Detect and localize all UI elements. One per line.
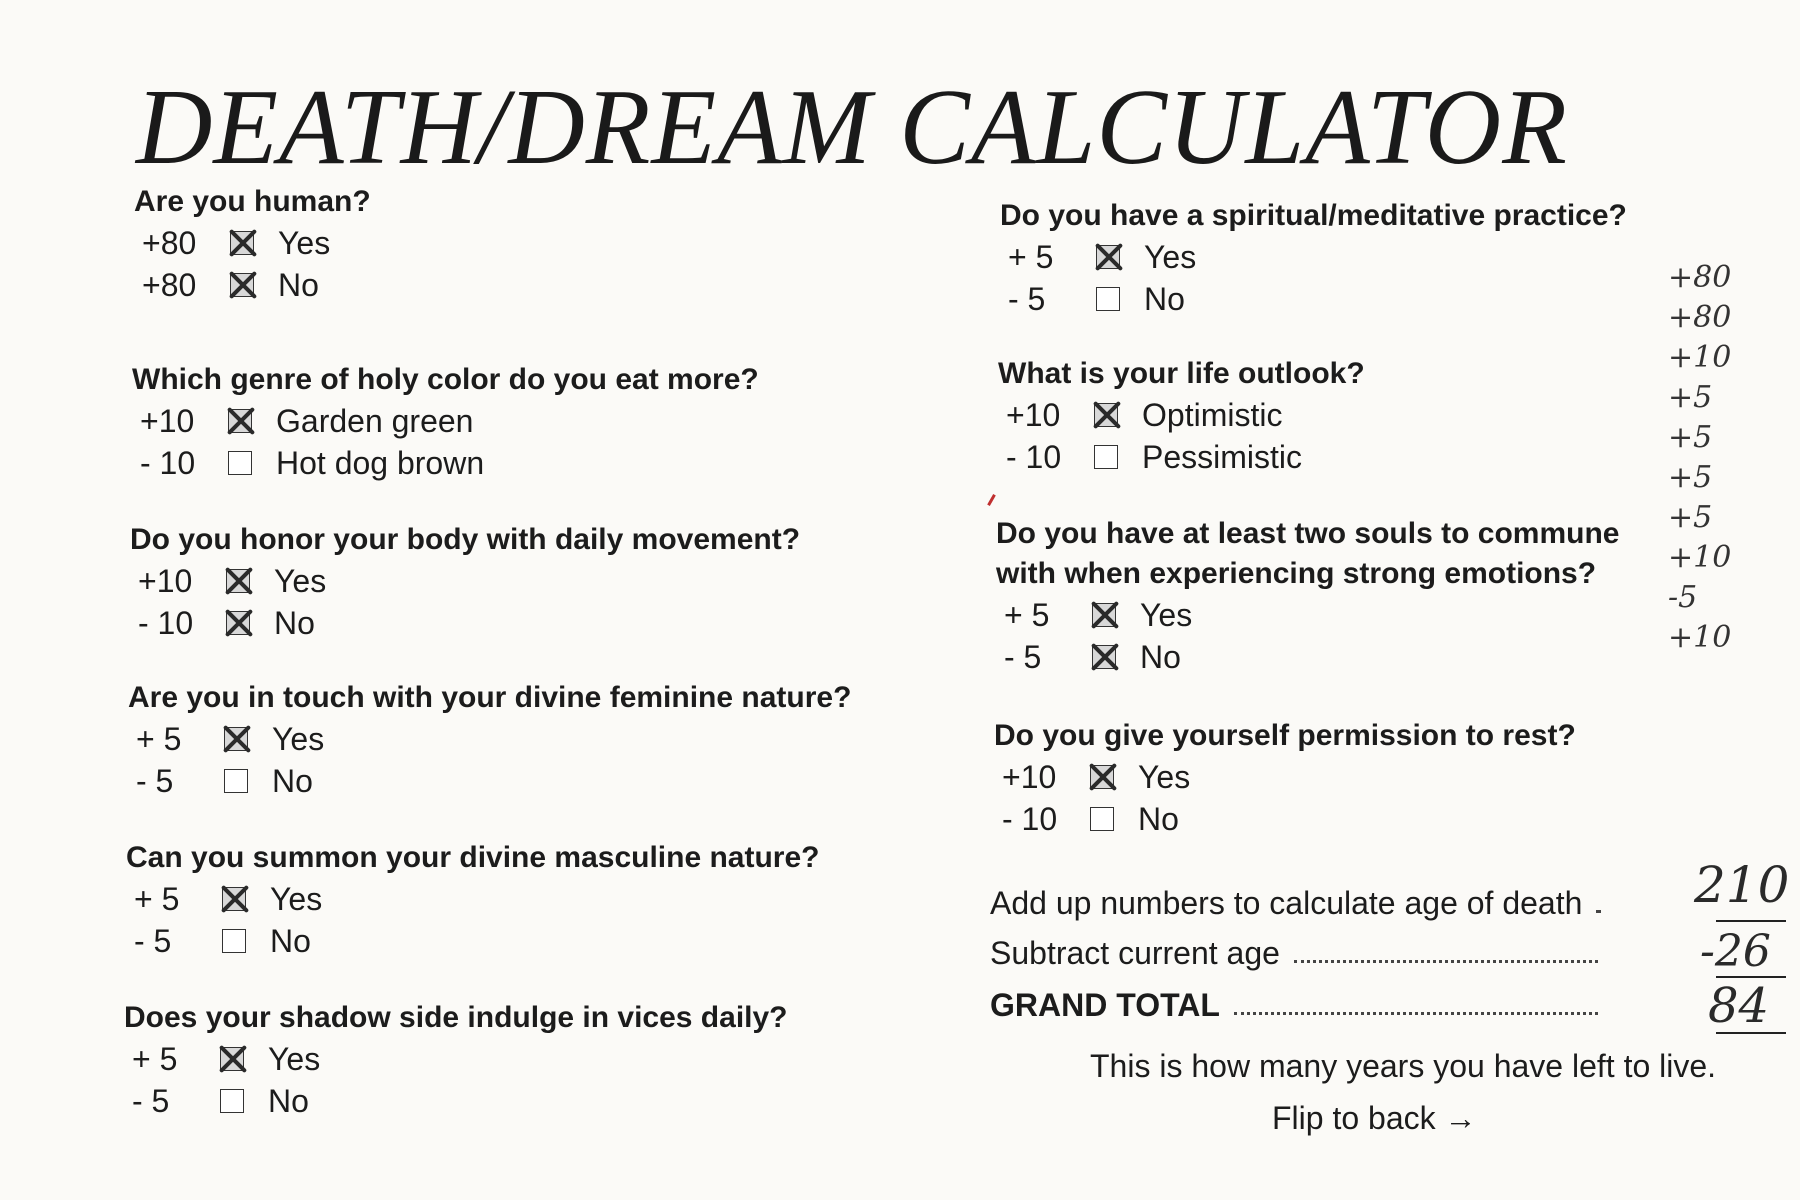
checkbox-empty[interactable] — [1096, 287, 1120, 311]
question-text: Can you summon your divine masculine nature? — [126, 841, 820, 874]
question-divine-masculine — [126, 838, 819, 962]
tally-entry: +80 — [1668, 260, 1732, 295]
option-optimistic[interactable] — [998, 394, 1365, 436]
question-permission-rest — [994, 716, 1576, 840]
calc-age-of-death-row — [990, 878, 1690, 922]
option-points: +10 — [1002, 758, 1057, 795]
question-text: Do you honor your body with daily movement? — [130, 523, 801, 556]
option-yes[interactable] — [128, 718, 851, 760]
option-points: - 10 — [1006, 438, 1062, 475]
tally-entry: +10 — [1668, 540, 1732, 575]
option-points: +80 — [142, 266, 197, 303]
page-title: DEATH/DREAM CALCULATOR — [136, 68, 1568, 187]
tally-entry: +5 — [1668, 460, 1713, 495]
option-label: No — [1140, 638, 1181, 675]
option-pessimistic[interactable] — [998, 436, 1365, 478]
option-label: Yes — [272, 720, 325, 757]
checkbox-empty[interactable] — [220, 1089, 244, 1113]
question-life-outlook — [998, 354, 1365, 478]
dot-leader — [1294, 959, 1598, 963]
checkbox-checked[interactable] — [224, 727, 248, 751]
option-no[interactable] — [1000, 278, 1627, 320]
option-no[interactable] — [994, 798, 1576, 840]
option-no[interactable] — [126, 920, 819, 962]
checkbox-empty[interactable] — [1094, 445, 1118, 469]
option-yes[interactable] — [1000, 236, 1627, 278]
handwritten-tally — [1668, 258, 1731, 658]
option-yes[interactable] — [994, 756, 1576, 798]
question-holy-color — [132, 360, 759, 484]
question-text: Does your shadow side indulge in vices daily? — [124, 1001, 788, 1034]
option-no[interactable] — [996, 636, 1619, 678]
checkbox-checked[interactable] — [222, 887, 246, 911]
flip-to-back-link[interactable]: Flip to back → — [1272, 1100, 1477, 1136]
tally-entry: -5 — [1668, 580, 1698, 615]
question-spiritual-practice — [1000, 196, 1627, 320]
dot-leader — [1596, 909, 1598, 913]
handwritten-current-age: -26 — [1700, 926, 1771, 977]
question-two-souls — [996, 514, 1619, 678]
checkbox-checked[interactable] — [230, 231, 254, 255]
question-shadow-side — [124, 998, 788, 1122]
answer-line — [1716, 1032, 1786, 1034]
option-points: + 5 — [132, 1040, 178, 1077]
option-label: No — [1144, 280, 1185, 317]
option-label: Yes — [1144, 238, 1197, 275]
question-text: Do you have a spiritual/meditative practice? — [1000, 199, 1627, 232]
option-yes[interactable] — [130, 560, 800, 602]
option-points: +80 — [142, 224, 197, 261]
calc-subtract-label: Subtract current age — [990, 935, 1280, 971]
checkbox-checked[interactable] — [1092, 603, 1116, 627]
checkbox-empty[interactable] — [1090, 807, 1114, 831]
question-text: Do you have at least two souls to commune — [996, 517, 1620, 550]
option-garden-green[interactable] — [132, 400, 759, 442]
option-label: Optimistic — [1142, 396, 1283, 433]
option-yes[interactable] — [126, 878, 819, 920]
option-points: +10 — [1006, 396, 1061, 433]
calc-add-label: Add up numbers to calculate age of death — [990, 885, 1583, 921]
option-label: Yes — [1140, 596, 1193, 633]
checkbox-empty[interactable] — [222, 929, 246, 953]
option-label: No — [268, 1082, 309, 1119]
answer-line — [1716, 920, 1786, 922]
option-label: Yes — [268, 1040, 321, 1077]
option-yes[interactable] — [134, 222, 371, 264]
question-text-line2: with when experiencing strong emotions? — [996, 557, 1597, 590]
checkbox-checked[interactable] — [220, 1047, 244, 1071]
checkbox-checked[interactable] — [1090, 765, 1114, 789]
checkbox-empty[interactable] — [224, 769, 248, 793]
question-text: Are you human? — [134, 185, 371, 218]
calc-grand-total-row — [990, 980, 1690, 1024]
option-no[interactable] — [130, 602, 800, 644]
option-points: + 5 — [1008, 238, 1054, 275]
option-points: - 5 — [132, 1082, 170, 1119]
checkbox-checked[interactable] — [1096, 245, 1120, 269]
option-points: - 5 — [1008, 280, 1046, 317]
question-text: Are you in touch with your divine feminine nature? — [128, 681, 852, 714]
option-label: Hot dog brown — [276, 444, 485, 481]
calc-subtract-row — [990, 928, 1690, 972]
checkbox-checked[interactable] — [228, 409, 252, 433]
question-text: Do you give yourself permission to rest? — [994, 719, 1576, 752]
checkbox-checked[interactable] — [230, 273, 254, 297]
question-human — [134, 182, 371, 306]
option-points: - 5 — [134, 922, 172, 959]
option-label: No — [270, 922, 311, 959]
option-yes[interactable] — [124, 1038, 788, 1080]
question-text: What is your life outlook? — [998, 357, 1365, 390]
option-hot-dog-brown[interactable] — [132, 442, 759, 484]
option-points: - 5 — [136, 762, 174, 799]
option-no[interactable] — [124, 1080, 788, 1122]
option-yes[interactable] — [996, 594, 1619, 636]
option-label: No — [274, 604, 315, 641]
tally-entry: +5 — [1668, 380, 1713, 415]
option-label: No — [278, 266, 319, 303]
option-points: - 10 — [1002, 800, 1058, 837]
option-no[interactable] — [128, 760, 851, 802]
dot-leader — [1234, 1011, 1598, 1015]
question-text: Which genre of holy color do you eat more? — [132, 363, 759, 396]
checkbox-checked[interactable] — [1092, 645, 1116, 669]
tally-entry: +80 — [1668, 300, 1732, 335]
question-divine-feminine — [128, 678, 851, 802]
checkbox-checked[interactable] — [226, 569, 250, 593]
option-label: No — [272, 762, 313, 799]
option-points: - 10 — [138, 604, 194, 641]
tally-entry: +5 — [1668, 500, 1713, 535]
option-points: - 5 — [1004, 638, 1042, 675]
option-points: + 5 — [1004, 596, 1050, 633]
option-points: - 10 — [140, 444, 196, 481]
option-label: Pessimistic — [1142, 438, 1303, 475]
tally-entry: +10 — [1668, 340, 1732, 375]
option-points: +10 — [140, 402, 195, 439]
years-left-note: This is how many years you have left to live. — [1090, 1048, 1717, 1084]
option-label: Yes — [278, 224, 331, 261]
grand-total-label: GRAND TOTAL — [990, 987, 1220, 1023]
option-label: Garden green — [276, 402, 474, 439]
tally-entry: +10 — [1668, 620, 1732, 655]
option-label: Yes — [1138, 758, 1191, 795]
checkbox-empty[interactable] — [228, 451, 252, 475]
option-label: No — [1138, 800, 1179, 837]
red-mark — [987, 494, 996, 506]
checkbox-checked[interactable] — [1094, 403, 1118, 427]
question-daily-movement — [130, 520, 800, 644]
option-label: Yes — [274, 562, 327, 599]
option-label: Yes — [270, 880, 323, 917]
handwritten-age-of-death: 210 — [1694, 856, 1790, 914]
handwritten-grand-total: 84 — [1708, 978, 1770, 1034]
tally-entry: +5 — [1668, 420, 1713, 455]
option-points: +10 — [138, 562, 193, 599]
option-points: + 5 — [136, 720, 182, 757]
option-no[interactable] — [134, 264, 371, 306]
option-points: + 5 — [134, 880, 180, 917]
checkbox-checked[interactable] — [226, 611, 250, 635]
